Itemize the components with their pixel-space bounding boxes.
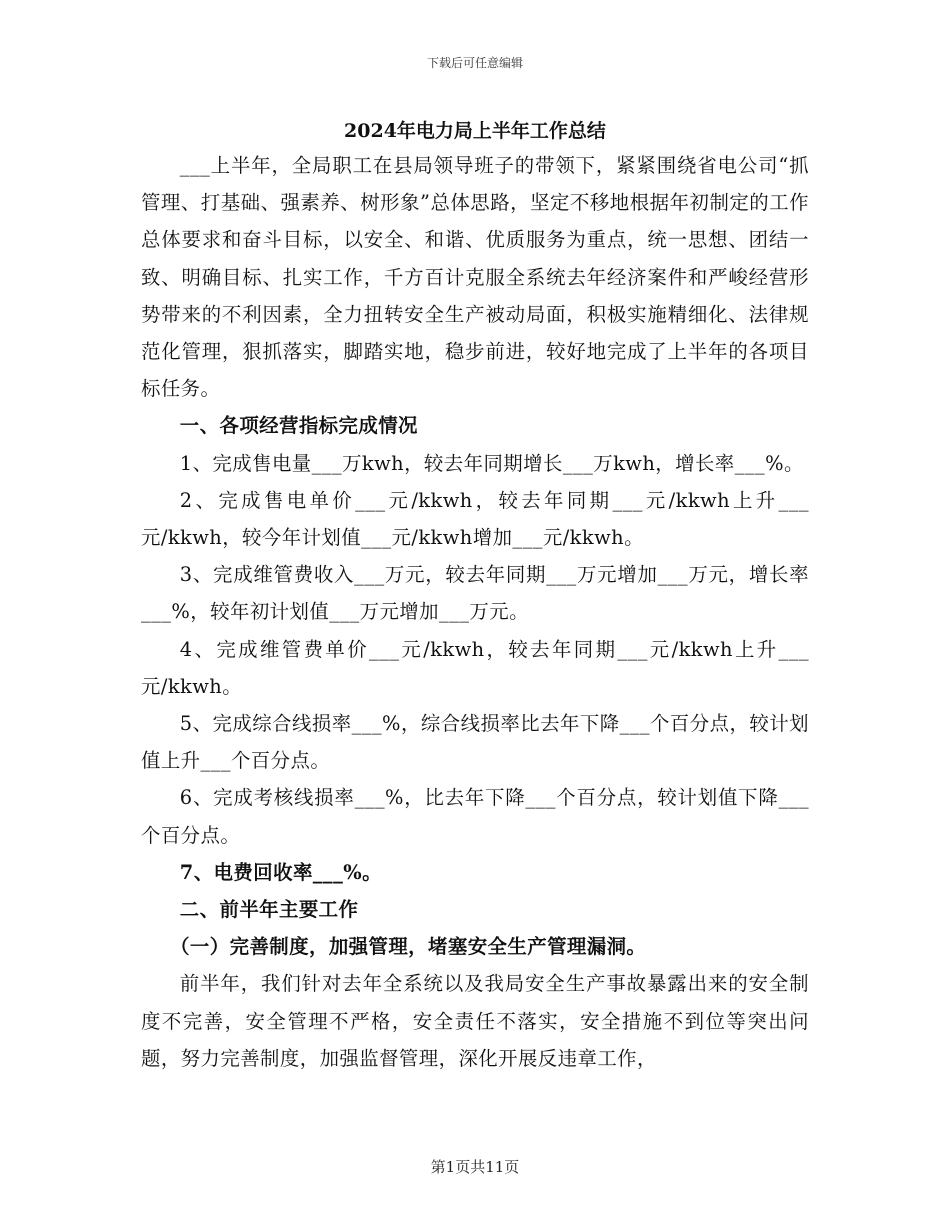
list-item-3: 3、完成维管费收入___万元，较去年同期___万元增加___万元，增长率___%，较年初计划值___万元增加___万元。	[141, 563, 809, 624]
section-heading-2: 二、前半年主要工作	[179, 898, 359, 922]
list-item-2: 2、完成售电单价___元/kkwh，较去年同期___元/kkwh上升___元/kkwh，较今年计划值___元/kkwh增加___元/kkwh。	[141, 488, 809, 550]
page-footer: 第1页共11页	[430, 1158, 520, 1176]
subsection-heading-1: （一）完善制度，加强管理，堵塞安全生产管理漏洞。	[170, 935, 647, 959]
list-item-6: 6、完成考核线损率___%，比去年下降___个百分点，较计划值下降___个百分点。	[141, 786, 809, 847]
list-item-1: 1、完成售电量___万kwh，较去年同期增长___万kwh，增长率___%。	[179, 451, 804, 475]
intro-paragraph: ___上半年，全局职工在县局领导班子的带领下，紧紧围绕省电公司“抓管理、打基础、强素养、树形象”总体思路，坚定不移地根据年初制定的工作总体要求和奋斗目标，以安全、和谐、优质服务为重点，统一思想、团结一致、明确目标、扎实工作，千方百计克服全系统去年经济案件和严峻经营形势带来的不利因素，全力扭转安全生产被动局面，积极实施精细化、法律规范化管理，狠抓落实，脚踏实地，稳步前进，较好地完成了上半年的各项目标任务。	[141, 154, 809, 401]
section-heading-1: 一、各项经营指标完成情况	[179, 414, 418, 438]
list-item-4: 4、完成维管费单价___元/kkwh，较去年同期___元/kkwh上升___元/kkwh。	[141, 637, 809, 698]
document-title: 2024年电力局上半年工作总结	[344, 120, 606, 142]
body-paragraph: 前半年，我们针对去年全系统以及我局安全生产事故暴露出来的安全制度不完善，安全管理不严格，安全责任不落实，安全措施不到位等突出问题，努力完善制度，加强监督管理，深化开展反违章工作，	[141, 972, 809, 1070]
header-note: 下载后可任意编辑	[426, 56, 523, 70]
list-item-5: 5、完成综合线损率___%，综合线损率比去年下降___个百分点，较计划值上升___个百分点。	[141, 712, 809, 773]
document-body	[141, 147, 809, 1077]
list-item-7: 7、电费回收率___%。	[179, 860, 382, 884]
